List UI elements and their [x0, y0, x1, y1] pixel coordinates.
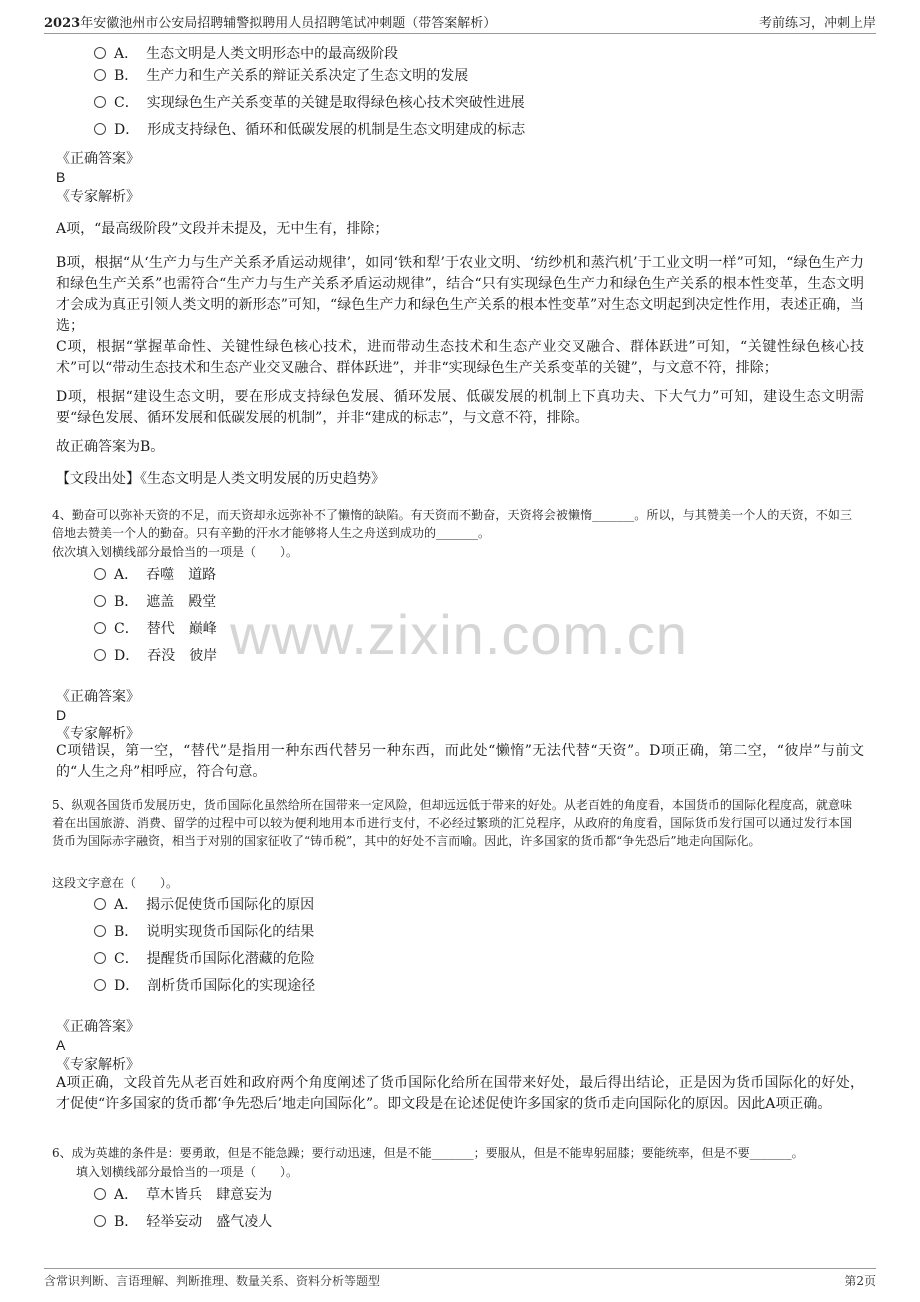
option-text: 生态文明是人类文明形态中的最高级阶段	[146, 46, 399, 62]
q5-option-a[interactable]	[94, 895, 314, 915]
option-text: 剖析货币国际化的实现途径	[147, 978, 316, 994]
option-letter: D．	[114, 648, 140, 664]
page-suffix: 页	[863, 1274, 876, 1288]
page-num: 2	[856, 1274, 864, 1288]
q5-answer-label: 《正确答案》	[56, 1019, 140, 1035]
option-letter: B．	[114, 68, 139, 84]
option-word-2: 巅峰	[188, 621, 217, 637]
q5-prompt: 这段文字意在（ ）。	[52, 876, 179, 890]
q3-answer: B	[56, 169, 66, 185]
option-word-1: 轻举妄动	[146, 1214, 203, 1230]
q3-analysis-label: 《专家解析》	[56, 189, 140, 205]
q5-answer: A	[56, 1037, 66, 1053]
option-text: 实现绿色生产关系变革的关键是取得绿色核心技术突破性进展	[146, 95, 525, 111]
radio-icon[interactable]	[94, 47, 106, 59]
header-year: 2023	[44, 16, 81, 31]
q3-analysis-c: C项，根据“掌握革命性、关键性绿色核心技术，进而带动生态技术和生态产业交叉融合、群体跃进”可知，“关键性绿色核心技术”可以“带动生态技术和生态产业交叉融合、群体跃进”，并非“实现绿色生产关系变革的关键”，与文意不符，排除；	[56, 339, 864, 376]
q4-answer-label: 《正确答案》	[56, 689, 140, 705]
radio-icon[interactable]	[94, 898, 106, 910]
page-prefix: 第	[844, 1274, 857, 1288]
q4-option-d[interactable]	[94, 646, 217, 666]
option-letter: B．	[114, 924, 139, 940]
q3-option-a[interactable]	[94, 44, 398, 64]
option-word-1: 草木皆兵	[146, 1187, 203, 1203]
radio-icon[interactable]	[94, 622, 106, 634]
page-header-slogan: 考前练习，冲刺上岸	[758, 16, 876, 31]
option-word-2: 肆意妄为	[216, 1187, 273, 1203]
page-number	[844, 1272, 876, 1289]
q4-option-b[interactable]	[94, 592, 216, 612]
option-letter: D．	[114, 978, 140, 994]
option-text: 形成支持绿色、循环和低碳发展的机制是生态文明建成的标志	[147, 122, 526, 138]
q4-analysis: C项错误，第一空，“替代”是指用一种东西代替另一种东西，而此处“懒惰”无法代替“天资”。D项正确，第二空，“彼岸”与前文的“人生之舟”相呼应，符合句意。	[56, 743, 864, 780]
q3-analysis-a: A项，“最高级阶段”文段并未提及，无中生有，排除；	[56, 221, 389, 237]
radio-icon[interactable]	[94, 1188, 106, 1200]
option-letter: A．	[114, 46, 139, 62]
q6-prompt: 填入划横线部分最恰当的一项是（ ）。	[76, 1165, 299, 1179]
radio-icon[interactable]	[94, 96, 106, 108]
radio-icon[interactable]	[94, 979, 106, 991]
option-text: 生产力和生产关系的辩证关系决定了生态文明的发展	[146, 68, 469, 84]
q6-option-b[interactable]	[94, 1212, 272, 1232]
radio-icon[interactable]	[94, 69, 106, 81]
option-word-1: 替代	[146, 621, 175, 637]
option-text: 揭示促使货币国际化的原因	[146, 897, 315, 913]
option-text: 说明实现货币国际化的结果	[146, 924, 315, 940]
q5-stem: 5、纵观各国货币发展历史，货币国际化虽然给所在国带来一定风险，但却远远低于带来的好处。从老百姓的角度看，本国货币的国际化程度高，就意味着在出国旅游、消费、留学的过程中可以较为便利地用本币进行支付，不必经过繁琐的汇兑程序，从政府的角度看，国际货币发行国可以通过发行本国货币为国际赤字融资，相当于对别的国家征收了“铸币税”，其中的好处不言而喻。因此，许多国家的货币都“争先恐后”地走向国际化。	[52, 798, 852, 848]
q3-conclusion: 故正确答案为B。	[56, 439, 165, 455]
radio-icon[interactable]	[94, 952, 106, 964]
page-header-title	[44, 12, 496, 31]
q6-stem: 6、成为英雄的条件是：要勇敢，但是不能急躁；要行动迅速，但是不能_______；要服从，但是不能卑躬屈膝；要能统率，但是不要_______。	[52, 1146, 804, 1160]
header-title-text: 年安徽池州市公安局招聘辅警拟聘用人员招聘笔试冲刺题（带答案解析）	[80, 16, 497, 31]
q5-analysis-label: 《专家解析》	[56, 1057, 140, 1073]
option-letter: A．	[114, 567, 139, 583]
radio-icon[interactable]	[94, 925, 106, 937]
q3-source: 【文段出处】《生态文明是人类文明发展的历史趋势》	[56, 471, 385, 487]
option-word-2: 道路	[188, 567, 217, 583]
option-letter: A．	[114, 1187, 139, 1203]
option-word-2: 彼岸	[189, 648, 218, 664]
header-divider	[44, 33, 876, 34]
option-letter: C．	[114, 951, 139, 967]
radio-icon[interactable]	[94, 123, 106, 135]
q6-option-a[interactable]	[94, 1185, 272, 1205]
q3-analysis-b: B项，根据“从‘生产力与生产关系矛盾运动规律’，如同‘铁和犁’于农业文明、‘纺纱机和蒸汽机’于工业文明一样”可知，“绿色生产力和绿色生产关系”也需符合“生产力与生产关系矛盾运动规律”，结合“只有实现绿色生产力和绿色生产关系的根本性变革，生态文明才会成为真正引领人类文明的新形态”可知，“绿色生产力和绿色生产关系的根本性变革”对生态文明起到决定性作用，表述正确，当选；	[56, 255, 864, 334]
radio-icon[interactable]	[94, 1215, 106, 1227]
q3-option-b[interactable]	[94, 66, 468, 86]
option-word-2: 盛气凌人	[216, 1214, 273, 1230]
radio-icon[interactable]	[94, 595, 106, 607]
footer-divider	[44, 1268, 876, 1269]
q4-option-a[interactable]	[94, 565, 216, 585]
q5-option-b[interactable]	[94, 922, 314, 942]
q3-answer-label: 《正确答案》	[56, 151, 140, 167]
radio-icon[interactable]	[94, 568, 106, 580]
q4-analysis-label: 《专家解析》	[56, 726, 140, 742]
q5-option-d[interactable]	[94, 976, 315, 996]
q3-option-c[interactable]	[94, 93, 525, 113]
q4-option-c[interactable]	[94, 619, 217, 639]
q3-analysis-d: D项，根据“建设生态文明，要在形成支持绿色发展、循环发展、低碳发展的机制上下真功夫、下大气力”可知，建设生态文明需要“绿色发展、循环发展和低碳发展的机制”，并非“建成的标志”，与文意不符，排除。	[56, 389, 864, 426]
radio-icon[interactable]	[94, 649, 106, 661]
option-letter: B．	[114, 1214, 139, 1230]
q4-prompt: 依次填入划横线部分最恰当的一项是（ ）。	[52, 545, 299, 559]
watermark: www.zixin.com.cn	[230, 603, 688, 666]
option-letter: B．	[114, 594, 139, 610]
option-letter: C．	[114, 95, 139, 111]
option-letter: A．	[114, 897, 139, 913]
option-word-1: 吞噬	[146, 567, 175, 583]
q5-analysis: A项正确，文段首先从老百姓和政府两个角度阐述了货币国际化给所在国带来好处，最后得出结论，正是因为货币国际化的好处，才促使“许多国家的货币都‘争先恐后’地走向国际化”。即文段是在论述促使许多国家的货币走向国际化的原因。因此A项正确。	[56, 1075, 864, 1112]
option-letter: C．	[114, 621, 139, 637]
option-word-1: 遮盖	[146, 594, 175, 610]
footer-note: 含常识判断、言语理解、判断推理、数量关系、资料分析等题型	[44, 1274, 381, 1288]
option-word-2: 殿堂	[188, 594, 217, 610]
q3-option-d[interactable]	[94, 120, 525, 140]
q4-stem: 4、勤奋可以弥补天资的不足，而天资却永远弥补不了懒惰的缺陷。有天资而不勤奋，天资将会被懒惰_______。所以，与其赞美一个人的天资，不如三倍地去赞美一个人的勤奋。只有辛勤的汗水才能够将人生之舟送到成功的_______。	[52, 508, 852, 540]
option-text: 提醒货币国际化潜藏的危险	[146, 951, 315, 967]
q5-option-c[interactable]	[94, 949, 315, 969]
option-letter: D．	[114, 122, 140, 138]
q4-answer: D	[56, 707, 67, 723]
option-word-1: 吞没	[147, 648, 176, 664]
